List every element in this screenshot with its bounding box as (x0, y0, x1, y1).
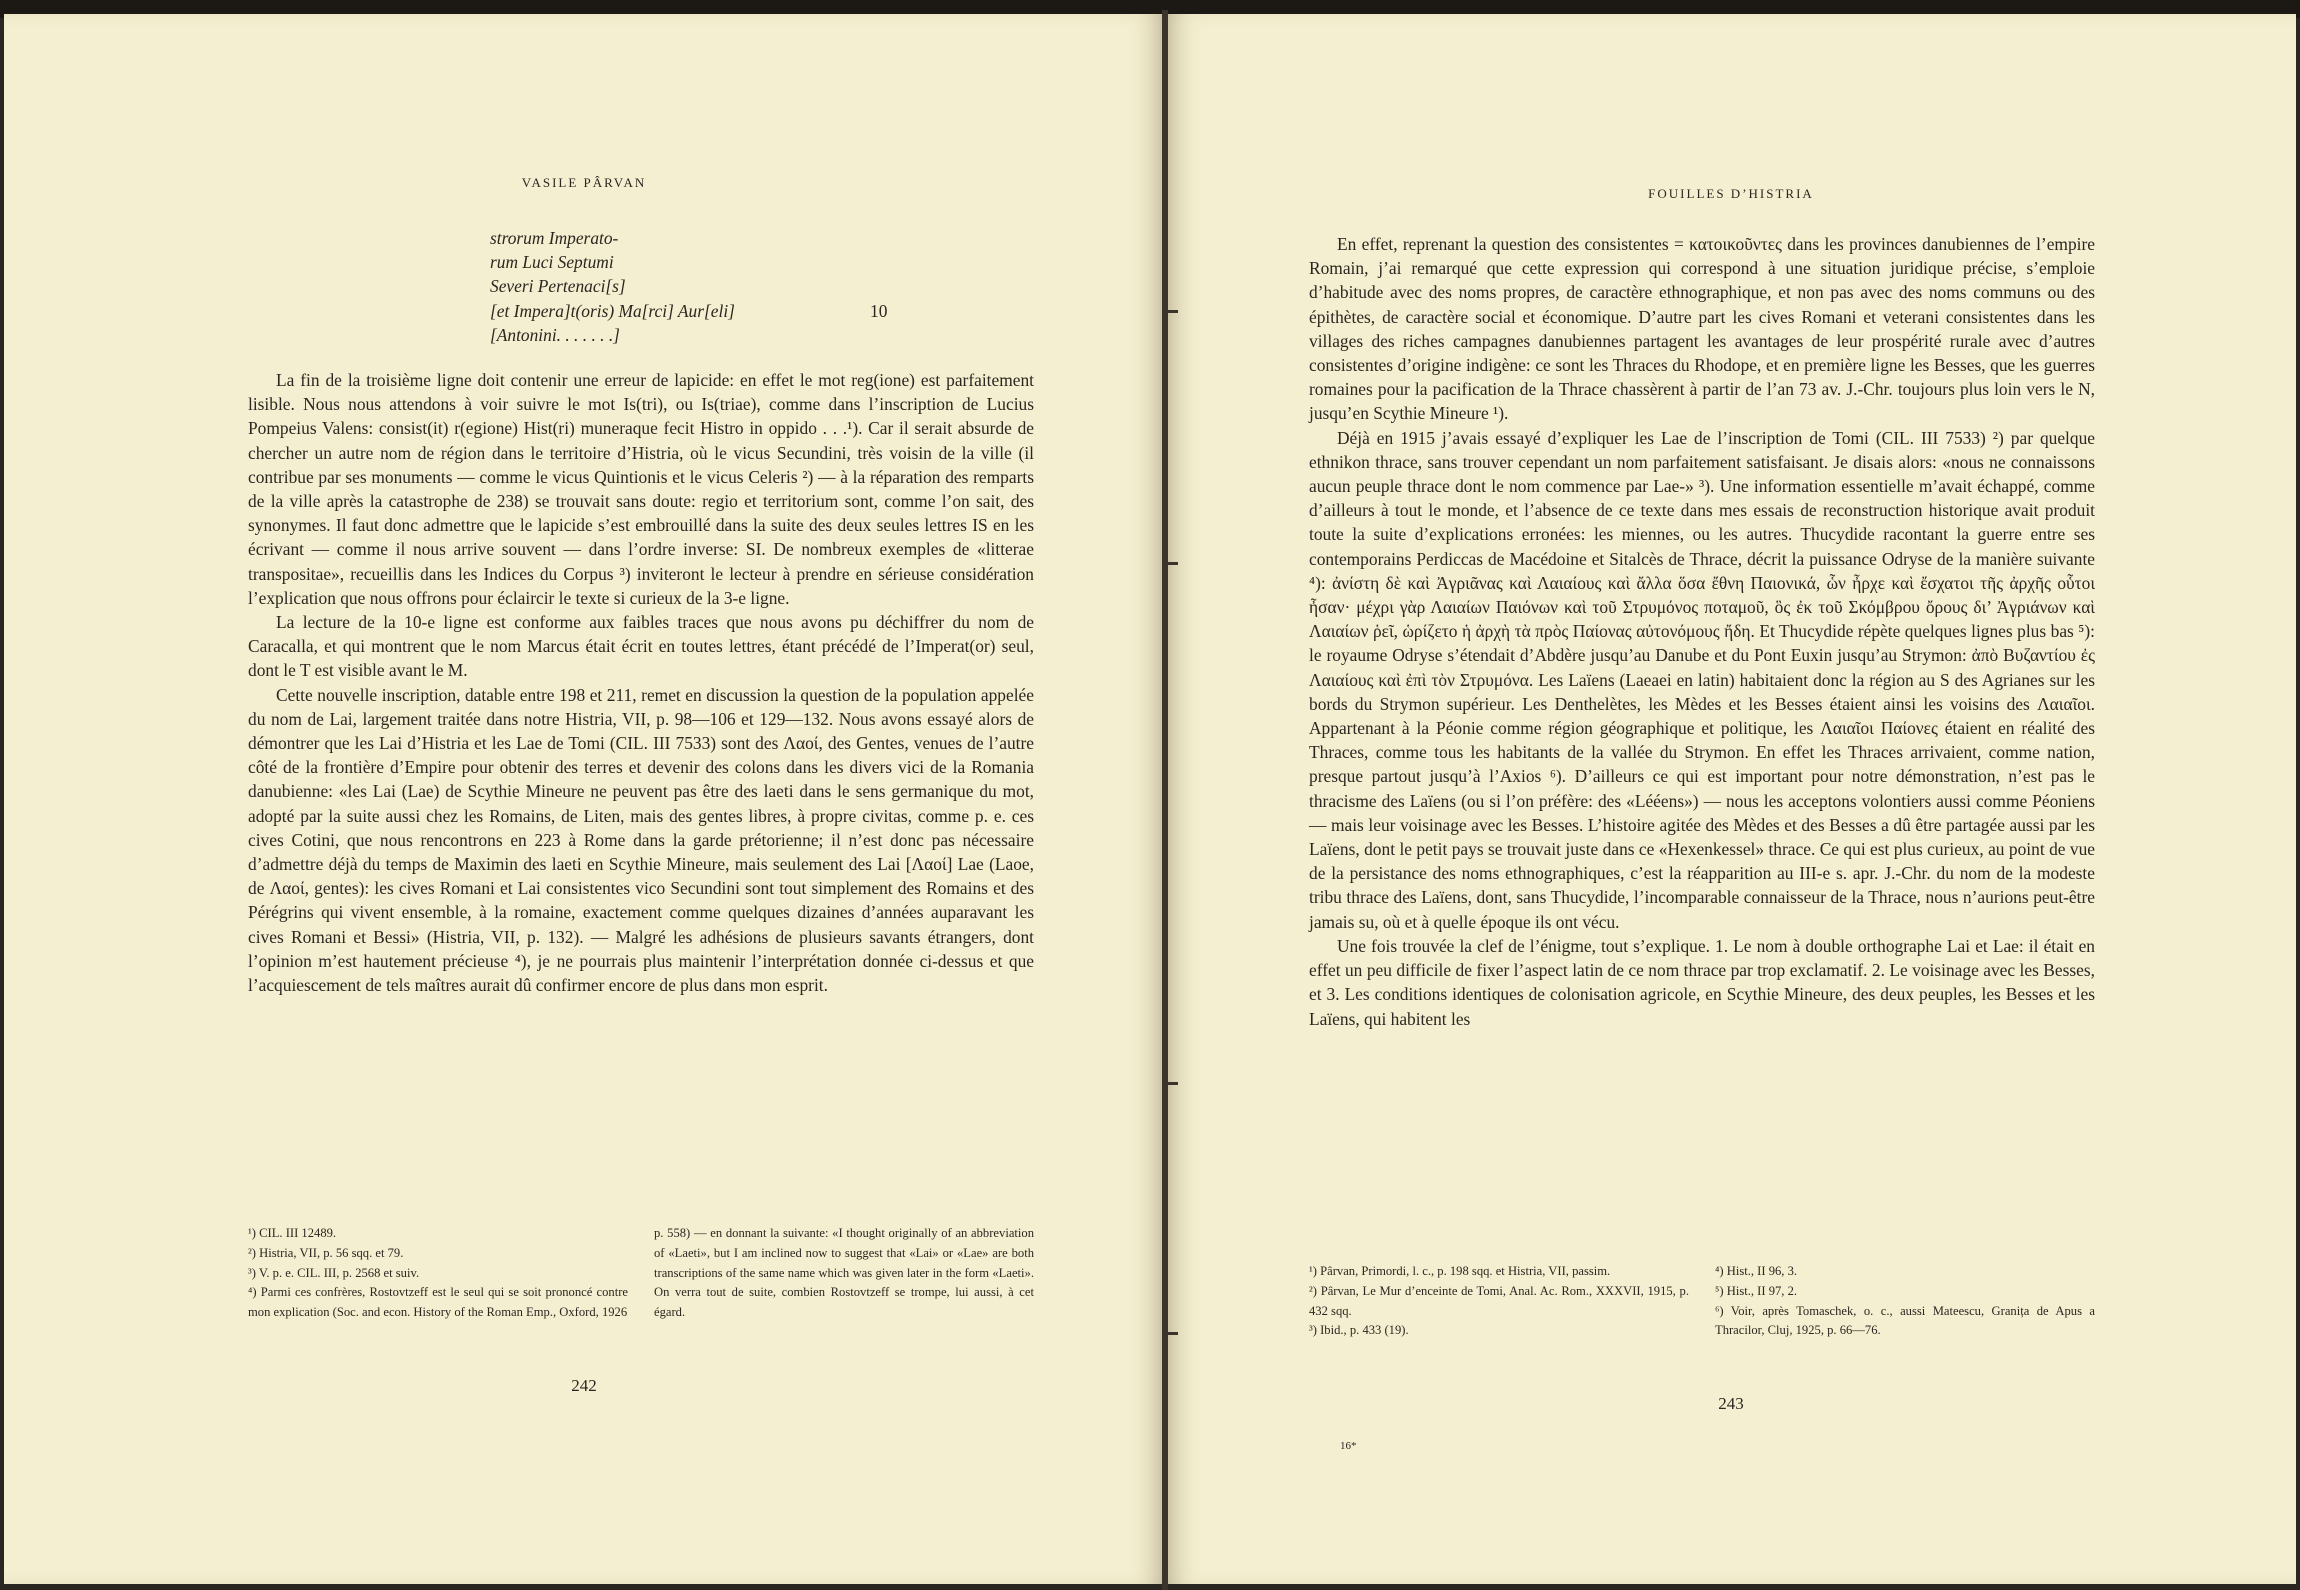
left-running-head: VASILE PÂRVAN (521, 175, 647, 190)
footnotes-column (654, 1224, 1034, 1323)
left-footnotes (248, 1224, 1034, 1354)
paragraph: Déjà en 1915 j’avais essayé d’expliquer les Lae de l’inscription de Tomi (CIL. III 7533) ²) par quelque ethnikon thrace, sans trouver cependant un nom parfaitement satisfaisant. Je disais alors: «nous ne connaissons aucun peuple thrace dont le nom commence par Lae-» ³). Une information essentielle m’avait échappé, comme d’ailleurs à tout le monde, et l’absence de ce texte dans mes essais de reconstruction historique avait produit toute la suite d’explications erronées: les miennes, ou les autres. Thucydide racontant la guerre entre ses contemporains Perdiccas de Macédoine et Sitalcès de Thrace, décrit la puissance Odryse de la manière suivante ⁴): ἀνίστη δὲ καὶ Ἀγριᾶνας καὶ Λαιαίους καὶ ἄλλα ὅσα ἔθνη Παιονικά, ὧν ἦρχε καὶ ἔσχατοι τῆς ἀρχῆς οὗτοι ἦσαν· μέχρι γὰρ Λαιαίων Παιόνων καὶ τοῦ Στρυμόνος ποταμοῦ, ὃς ἐκ τοῦ Σκόμβρου ὄρους δι’ Ἀγριάνων καὶ Λαιαίων ῥεῖ, ὡρίζετο ἡ ἀρχὴ τὰ πρὸς Παίονας αὐτονόμους ἤδη. Et Thucydide répète quelques lignes plus bas ⁵): le royaume Odryse s’étendait d’Abdère jusqu’au Danube et du Pont Euxin jusqu’au Strymon: ἀπὸ Βυζαντίου ἐς Λαιαίους καὶ ἐπὶ τὸν Στρυμόνα. Les Laïens (Laeaei en latin) habitaient donc la région au S des Agrianes sur les bords du Strymon supérieur. Les Denthelètes, les Mèdes et les Besses étaient ainsi les voisins des Λαιαῖοι. Appartenant à la Péonie comme région géographique et politique, les Λαιαῖοι Παίονες étaient en réalité des Thraces, comme tous les habitants de la vallée du Strymon. En effet les Thraces arrivaient, comme nation, presque partout jusqu’à l’Axios ⁶). D’ailleurs ce qui est important pour notre démonstration, n’est pas le thracisme des Laïens (ou si l’on préfère: des «Lééens») — nous les acceptons volontiers aussi comme Péoniens — mais leur voisinage avec les Besses. L’histoire agitée des Mèdes et des Besses a dû être partagée aussi par les Laïens, dont le petit pays se trouvait juste dans ce «Hexenkessel» thrace. Ce qui est plus curieux, au point de vue de la persistance des noms ethnographiques, c’est la réapparition au III-e s. apr. J.-Chr. du nom de la modeste tribu thrace des Laïens, dont, sans Thucydide, l’incomparable connaisseur de la Thrace, nous n’aurions peut-être jamais su, où et à quelle époque ils ont vécu. (1309, 427, 2095, 932)
page-number-left: 242 (571, 1376, 597, 1395)
paragraph: Une fois trouvée la clef de l’énigme, tout s’explique. 1. Le nom à double orthographe Lai et Lae: il était en effet un peu difficile de fixer l’aspect latin de ce nom thrace par trop exclamatif. 2. Le voisinage avec les Besses, et 3. Les conditions identiques de colonisation agricole, en Scythie Mineure, des deux peuples, les Besses et les Laïens, qui habitent les (1309, 935, 2095, 1029)
left-body-text (248, 368, 1034, 997)
footnote: ⁶) Voir, après Tomaschek, o. c., aussi Mateescu, Granița de Apus a Thracilor, Cluj, 1925, p. 66—76. (1715, 1303, 2095, 1338)
gutter-marker (1164, 562, 1178, 565)
paragraph: La fin de la troisième ligne doit contenir une erreur de lapicide: en effet le mot reg(ione) est parfaitement lisible. Nous nous attendons à voir suivre le mot Is(tri), ou Is(triae), comme dans l’inscription de Lucius Pompeius Valens: consist(it) r(egione) Hist(ri) muneraque fecit Histro in oppido . . .¹). Car il serait absurde de chercher un autre nom de région dans le territoire d’Histria, où le vicus Secundini, très voisin de la ville (il contribue par ses monuments — comme le vicus Quintionis et le vicus Celeris ²) — à la réparation des remparts de la ville après la catastrophe de 238) se trouvait sans doute: regio et territorium sont, comme l’on sait, des synonymes. Il faut donc admettre que le lapicide s’est embrouillé dans la suite des deux seules lettres IS en les écrivant — comme il nous arrive souvent — dans l’ordre inverse: SI. De nombreux exemples de «litterae transpositae», recueillis dans les Indices du Corpus ³) inviteront le lecteur à prendre en sérieuse considération l’explication que nous offrons pour éclaircir le texte si curieux de la 3-e ligne. (248, 370, 1034, 608)
footnote: ⁴) Parmi ces confrères, Rostovtzeff est le seul qui se soit prononcé contre mon explication (Soc. and econ. History of the Roman Emp., Oxford, 1926 (248, 1285, 628, 1320)
footnotes-column (1309, 1262, 1689, 1341)
gutter-marker (1164, 310, 1178, 313)
inscription-line: Severi Pertenaci[s] (490, 276, 626, 297)
right-page (1166, 14, 2296, 1584)
book-gutter (1162, 10, 1168, 1590)
inscription-line: [Antonini. . . . . . .] (490, 324, 620, 345)
footnote: ⁴) Hist., II 96, 3. (1715, 1264, 1798, 1278)
footnote: ³) V. p. e. CIL. III, p. 2568 et suiv. (248, 1265, 420, 1280)
footnote: ²) Pârvan, Le Mur d’enceinte de Tomi, Anal. Ac. Rom., XXXVII, 1915, p. 432 sqq. (1309, 1283, 1689, 1318)
right-running-head: FOUILLES D’HISTRIA (1648, 186, 1814, 201)
signature-mark: 16* (1340, 1440, 1357, 1452)
gutter-marker (1164, 1082, 1178, 1085)
footnote: ³) Ibid., p. 433 (19). (1309, 1323, 1409, 1338)
footnote: p. 558) — en donnant la suivante: «I thought originally of an abbreviation of «Laeti», but I am inclined now to suggest that «Lai» or «Lae» are both transcriptions of the same name which was given later in the form «Laeti». On verra tout de suite, combien Rostovtzeff se trompe, lui aussi, à cet égard. (654, 1226, 1034, 1320)
gutter-marker (1164, 1332, 1178, 1335)
inscription-line-number: 10 (870, 300, 888, 321)
paragraph: En effet, reprenant la question des consistentes = κατοικοῦντες dans les provinces danubiennes de l’empire Romain, j’ai remarqué que cette expression qui correspond à une situation juridique précise, s’emploie d’habitude avec des noms propres, de caractère ethnographique, et non pas avec des noms communs ou des épithètes, de caractère social et économique. D’autre part les cives Romani et veterani consistentes dans les villages des riches campagnes danubiennes partagent les avantages de leur prospérité rurale avec d’autres consistentes d’origine indigène: ce sont les Thraces du Rhodope, et en première ligne les Besses, que les guerres romaines pour la pacification de la Thrace chassèrent à partir de l’an 73 av. J.-Chr. toujours plus loin vers le N, jusqu’en Scythie Mineure ¹). (1309, 234, 2095, 424)
footnote: ⁵) Hist., II 97, 2. (1715, 1283, 1798, 1298)
page-number-right: 243 (1718, 1394, 1744, 1413)
inscription-line: rum Luci Septumi (490, 252, 614, 273)
paragraph: Cette nouvelle inscription, datable entre 198 et 211, remet en discussion la question de la population appelée du nom de Lai, largement traitée dans notre Histria, VII, p. 98—106 et 129—132. Nous avons essayé alors de démontrer que les Lai d’Histria et les Lae de Tomi (CIL. III 7533) sont des Λαοί, des Gentes, venues de l’autre côté de la frontière d’Empire pour obtenir des terres et devenir des colons dans les divers vici de la Romania danubienne: «les Lai (Lae) de Scythie Mineure ne peuvent pas être des laeti dans le sens germanique du mot, adopté par la suite aussi chez les Romains, de Liten, mais des gentes libres, à propre civitas, comme p. e. ces cives Cotini, que nous rencontrons en 223 à Rome dans la garde prétorienne; il n’est donc pas nécessaire d’admettre déjà du temps de Maximin des laeti en Scythie Mineure, mais seulement des Lai [Λαοί] Lae (Laoe, de Λαοί, gentes): les cives Romani et Lai consistentes vico Secundini sont tout simplement des Romains et des Pérégrins qui vivent ensemble, à la romaine, exactement comme quelques dizaines d’années auparavant les cives Romani et Bessi» (Histria, VII, p. 132). — Malgré les adhésions de plusieurs savants étrangers, dont l’opinion m’est hautement précieuse ⁴), je ne pourrais plus maintenir l’interprétation donnée ci-dessus et que l’acquiescement de tels maîtres aurait dû confirmer encore de plus dans mon esprit. (248, 684, 1034, 996)
inscription-line: strorum Imperato- (490, 228, 619, 248)
inscription-line: [et Impera]t(oris) Ma[rci] Aur[eli] (490, 300, 735, 321)
footnotes-column (1715, 1262, 2095, 1341)
footnotes-column (248, 1224, 628, 1323)
footnote: ²) Histria, VII, p. 56 sqq. et 79. (248, 1245, 404, 1260)
paragraph: La lecture de la 10-e ligne est conforme aux faibles traces que nous avons pu déchiffrer du nom de Caracalla, et qui montrent que le nom Marcus était écrit en toutes lettres, étant précédé de l’Imperat(or) seul, dont le T est visible avant le M. (248, 612, 1034, 681)
right-body-text (1309, 232, 2095, 1031)
footnote: ¹) Pârvan, Primordi, l. c., p. 198 sqq. et Histria, VII, passim. (1309, 1264, 1611, 1278)
right-footnotes (1309, 1262, 2095, 1382)
left-page (4, 14, 1164, 1584)
inscription-text (490, 226, 910, 347)
footnote: ¹) CIL. III 12489. (248, 1226, 337, 1240)
